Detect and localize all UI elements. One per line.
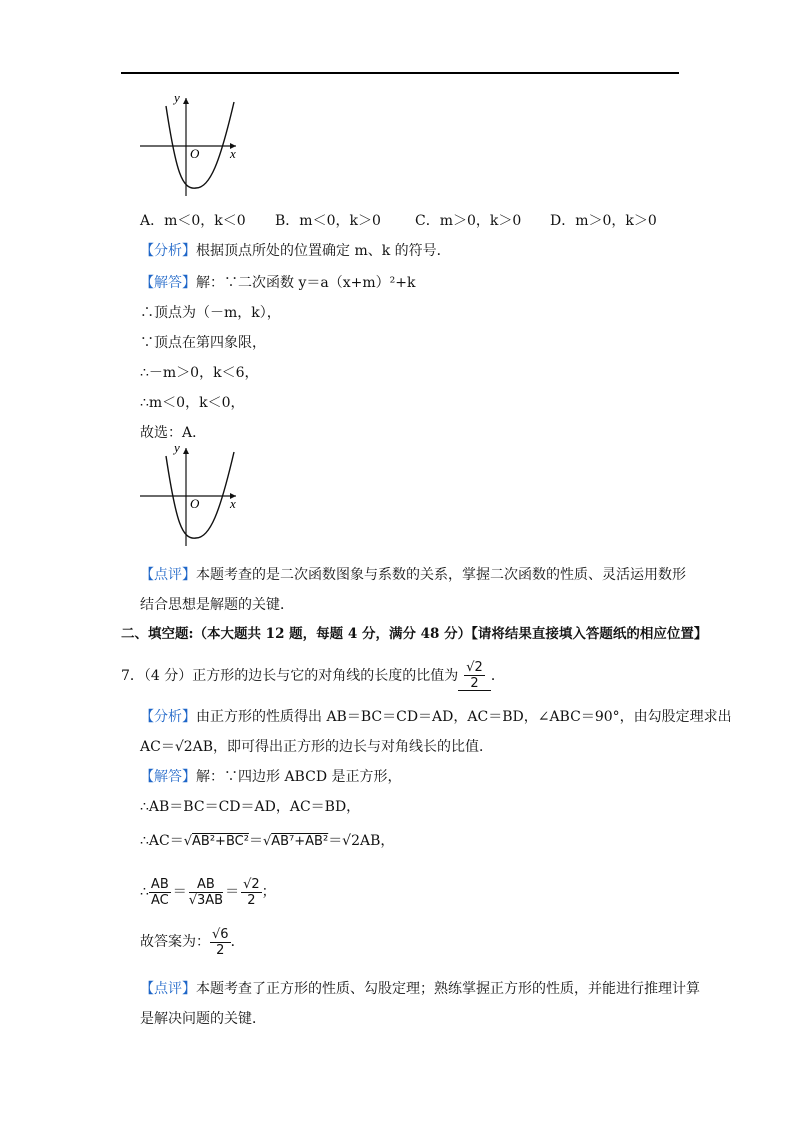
q7-analysis-line1 <box>140 710 732 724</box>
frac-den: √3AB <box>188 892 224 908</box>
frac-num: √2 <box>243 876 260 892</box>
answer-fraction <box>210 928 231 957</box>
sqrt-sign: √ <box>262 834 272 849</box>
q7-answer-den: 2 <box>470 676 479 691</box>
q7-answer-num: √2 <box>466 660 483 675</box>
equals: ＝ <box>172 884 187 900</box>
q7-stem-text: 7．（4 分）正方形的边长与它的对角线的长度的比值为 <box>121 668 459 684</box>
sqrt-sign: √ <box>183 834 193 849</box>
q7-comment-line1 <box>140 982 700 996</box>
frac-den: 2 <box>247 892 256 908</box>
solution-text: 解：∵四边形 ABCD 是正方形， <box>196 769 402 785</box>
q7-analysis-line2: AC＝√2AB，即可得出正方形的边长与对角线长的比值． <box>140 739 494 755</box>
header-rule <box>121 72 679 74</box>
sol3-end: ＝√2AB， <box>328 833 395 849</box>
sol3-eq: ＝ <box>248 833 263 849</box>
q6-comment-line1 <box>140 568 686 582</box>
q7-stem-end: ． <box>490 668 505 684</box>
q6-comment-line2: 结合思想是解题的关键． <box>140 597 294 613</box>
fraction-ab-ac <box>149 878 171 907</box>
q6-solution-line4: ∴－m＞0，k＜6， <box>140 365 259 381</box>
frac-den: AC <box>150 892 169 908</box>
frac-num: AB <box>150 876 169 892</box>
q6-solution-line5: ∴m＜0，k＜0， <box>140 395 245 411</box>
solution-text: 解：∵二次函数 y＝a（x+m）²+k <box>196 275 416 291</box>
x-axis-label: x <box>230 496 236 511</box>
frac-num: AB <box>189 878 223 893</box>
q7-comment-line2: 是解决问题的关键． <box>140 1011 266 1027</box>
analysis-tag: 【分析】 <box>140 243 196 259</box>
answer-prefix: 故答案为： <box>140 934 210 950</box>
q6-solution-line3: ∵顶点在第四象限， <box>140 335 266 351</box>
q6-solution-line1 <box>140 276 415 290</box>
analysis-text: 根据顶点所处的位置确定 m、k 的符号． <box>196 243 451 259</box>
choice-a: A．m＜0，k＜0 <box>140 213 246 229</box>
sol4-end: ； <box>261 884 276 900</box>
q7-solution-line2: ∴AB＝BC＝CD＝AD，AC＝BD， <box>140 799 361 815</box>
origin-label: O <box>190 146 200 161</box>
fraction-sqrt2-2 <box>241 878 262 907</box>
y-axis-label: y <box>174 442 180 455</box>
fraction-ab-sqrt3ab <box>189 878 223 907</box>
choice-b: B．m＜0，k＞0 <box>275 213 381 229</box>
solution-tag: 【解答】 <box>140 275 196 291</box>
q7-stem <box>121 660 505 692</box>
parabola-graph-bottom <box>136 442 246 548</box>
section-header: 二、填空题:（本大题共 12 题，每题 4 分，满分 48 分）【请将结果直接填入答题纸的相应位置】 <box>121 626 708 642</box>
answer-end: ． <box>230 934 245 950</box>
solution-tag: 【解答】 <box>140 769 196 785</box>
radicand-1: AB²+BC² <box>192 834 249 849</box>
comment-text: 本题考查了正方形的性质、勾股定理；熟练掌握正方形的性质，并能进行推理计算 <box>196 981 700 997</box>
q7-solution-line3 <box>140 834 394 848</box>
q7-solution-line1 <box>140 770 402 784</box>
frac-num: √6 <box>212 926 229 942</box>
q6-analysis <box>140 244 451 258</box>
q7-solution-line4 <box>140 872 276 912</box>
q6-solution-line6: 故选：A． <box>140 425 207 441</box>
equals: ＝ <box>225 884 240 900</box>
comment-tag: 【点评】 <box>140 567 196 583</box>
parabola-curve <box>166 452 234 538</box>
frac-den: 2 <box>216 942 225 958</box>
choice-d: D．m＞0，k＞0 <box>550 213 657 229</box>
q7-answer-blank <box>458 661 491 691</box>
q6-solution-line2: ∴顶点为（－m，k）， <box>140 305 281 321</box>
origin-label: O <box>190 496 200 511</box>
comment-tag: 【点评】 <box>140 981 196 997</box>
q7-answer-fraction <box>464 661 485 690</box>
q7-answer-line <box>140 922 245 962</box>
sol3-prefix: ∴AC＝ <box>140 833 184 849</box>
choice-c: C．m＞0，k＞0 <box>415 213 522 229</box>
x-axis-label: x <box>230 146 236 161</box>
y-axis-label: y <box>174 92 180 105</box>
sol4-prefix: ∴ <box>140 884 149 900</box>
analysis-tag: 【分析】 <box>140 709 196 725</box>
parabola-graph-top <box>136 92 246 198</box>
comment-text: 本题考查的是二次函数图象与系数的关系，掌握二次函数的性质、灵活运用数形 <box>196 567 686 583</box>
parabola-curve <box>166 102 234 188</box>
radicand-2: AB⁷+AB² <box>271 834 329 849</box>
analysis-text: 由正方形的性质得出 AB＝BC＝CD＝AD，AC＝BD，∠ABC＝90°，由勾股定理求出 <box>196 709 732 725</box>
